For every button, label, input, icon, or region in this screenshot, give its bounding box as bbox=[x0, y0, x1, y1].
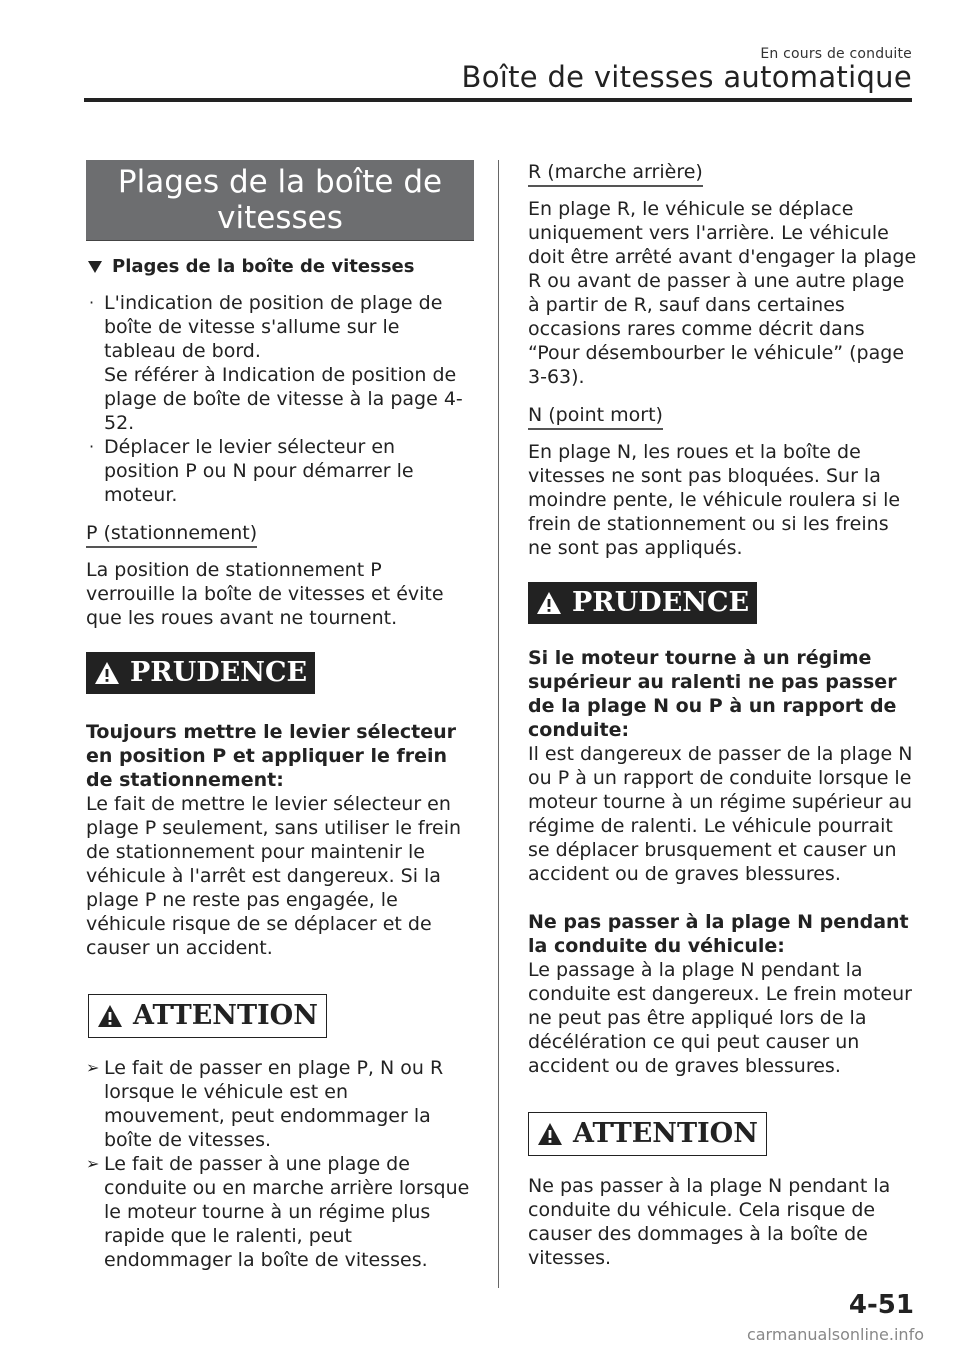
attention-list bbox=[86, 1056, 474, 1272]
arrow-right-icon: ➢ bbox=[86, 1058, 100, 1077]
subheading-text: Plages de la boîte de vitesses bbox=[112, 256, 415, 277]
right-column bbox=[528, 160, 918, 1270]
prudence-text: Le fait de mettre le levier sélecteur en plage P seulement, sans utiliser le frein de stationnement pour maintenir le véhicule à l'arrêt est dangereux. Si la plage P ne reste pas engagée, le véhicule risque de se déplacer et de causer un accident. bbox=[86, 793, 462, 959]
header-rule bbox=[84, 98, 912, 102]
warning-triangle-icon bbox=[537, 1122, 563, 1146]
bullet-dot-icon: · bbox=[89, 437, 95, 456]
section-banner bbox=[86, 160, 474, 241]
prudence-badge: PRUDENCE bbox=[86, 652, 315, 694]
list-item: · L'indication de position de plage de boîte de vitesse s'allume sur le tableau de bord. Se référer à Indication de position de plage de boîte de vitesse à la page 4-52. bbox=[89, 292, 463, 434]
warning-triangle-icon bbox=[536, 591, 562, 615]
prudence-text-2: Le passage à la plage N pendant la conduite est dangereux. Le frein moteur ne peut pas être appliqué lors de la décélération ce qui peut causer un accident ou de graves blessures. bbox=[528, 959, 912, 1077]
range-heading-r: R (marche arrière) bbox=[528, 160, 918, 187]
list-item: ➢ Le fait de passer en plage P, N ou R lorsque le véhicule est en mouvement, peut endommager la boîte de vitesses. bbox=[86, 1057, 444, 1151]
attention-badge: ATTENTION bbox=[528, 1112, 767, 1156]
range-text-p: La position de stationnement P verrouille la boîte de vitesses et évite que les roues avant ne tournent. bbox=[86, 559, 444, 629]
range-text-n: En plage N, les roues et la boîte de vitesses ne sont pas bloquées. Sur la moindre pente, le véhicule roulera si le frein de stationnement ou si les freins ne sont pas appliqués. bbox=[528, 441, 901, 559]
prudence-badge: PRUDENCE bbox=[528, 582, 757, 624]
range-text-r: En plage R, le véhicule se déplace uniquement vers l'arrière. Le véhicule doit être arrêté avant d'engager la plage R ou avant de passer à une autre plage à partir de R, sauf dans certaines occasions rares comme décrit dans “Pour désembourber le véhicule” (page 3-63). bbox=[528, 198, 917, 388]
attention-text: Ne pas passer à la plage N pendant la conduite du véhicule. Cela risque de causer des dommages à la boîte de vitesses. bbox=[528, 1175, 891, 1269]
chapter-label: En cours de conduite bbox=[760, 46, 912, 62]
banner-line-2: vitesses bbox=[217, 200, 343, 236]
arrow-right-icon: ➢ bbox=[86, 1154, 100, 1173]
triangle-down-icon bbox=[88, 261, 102, 273]
warning-triangle-icon bbox=[97, 1004, 123, 1028]
list-item: ➢ Le fait de passer à une plage de conduite ou en marche arrière lorsque le moteur tourne à un régime plus rapide que le ralenti, peut endommager la boîte de vitesses. bbox=[86, 1153, 470, 1271]
subheading bbox=[86, 255, 474, 279]
attention-badge: ATTENTION bbox=[88, 994, 327, 1038]
prudence-heading-2: Ne pas passer à la plage N pendant la conduite du véhicule: bbox=[528, 911, 909, 957]
prudence-heading-1: Si le moteur tourne à un régime supérieur au ralenti ne pas passer de la plage N ou P à un rapport de conduite: bbox=[528, 647, 897, 741]
banner-line-1: Plages de la boîte de bbox=[117, 164, 443, 200]
prudence-text-1: Il est dangereux de passer de la plage N ou P à un rapport de conduite lorsque le moteur tourne à un régime supérieur au régime de ralenti. Le véhicule pourrait se déplacer brusquement et causer un accident ou de graves blessures. bbox=[528, 743, 913, 885]
section-title: Boîte de vitesses automatique bbox=[461, 60, 912, 94]
page-number: 4-51 bbox=[848, 1290, 914, 1320]
left-column bbox=[86, 160, 474, 1272]
range-heading-p: P (stationnement) bbox=[86, 521, 474, 548]
bullet-dot-icon: · bbox=[89, 293, 95, 312]
column-divider bbox=[498, 160, 499, 1288]
range-heading-n: N (point mort) bbox=[528, 403, 918, 430]
bullet-list bbox=[86, 291, 474, 507]
watermark: carmanualsonline.info bbox=[746, 1325, 924, 1344]
list-item: · Déplacer le levier sélecteur en position P ou N pour démarrer le moteur. bbox=[89, 436, 414, 506]
prudence-heading: Toujours mettre le levier sélecteur en position P et appliquer le frein de stationnement: bbox=[86, 721, 457, 791]
warning-triangle-icon bbox=[94, 661, 120, 685]
